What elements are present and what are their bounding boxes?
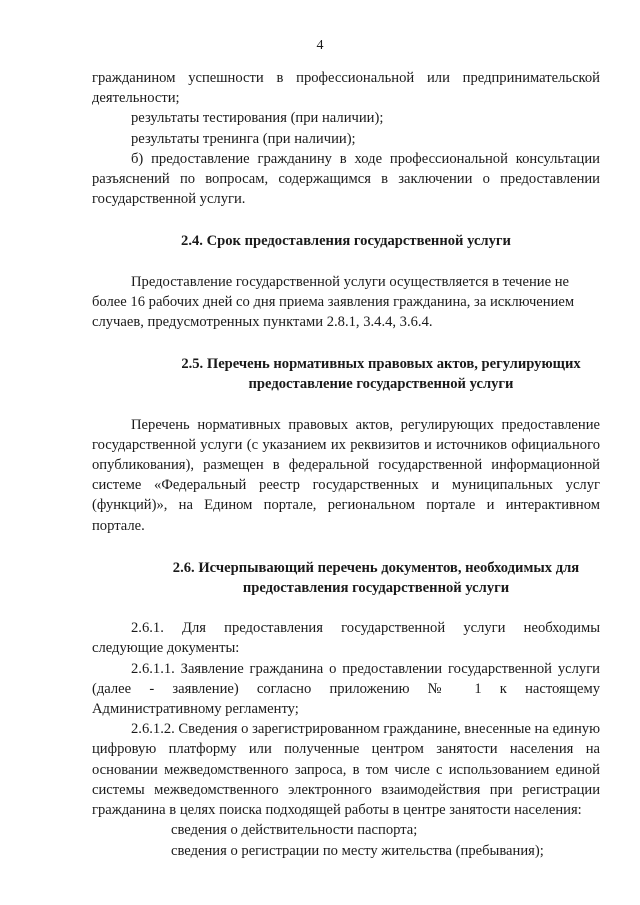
heading-line: предоставление государственной услуги [248,376,514,393]
section-heading-2-6 [92,558,600,598]
document-body [92,68,600,861]
section-heading-2-4: 2.4. Срок предоставления государственной услуги [181,233,511,250]
list-item: результаты тренинга (при наличии); [131,130,356,147]
paragraph: Предоставление государственной услуги осуществляется в течение не более 16 рабочих дней со дня приема заявления гражданина, за исключением случаев, предусмотренных пунктами 2.8.1, 3.4.4, 3.6.4. [92,273,575,331]
paragraph: б) предоставление гражданину в ходе профессиональной консультации разъяснений по вопросам, содержащимся в заключении о предоставлении государственной услуги. [92,150,600,208]
paragraph: 2.6.1.2. Сведения о зарегистрированном гражданине, внесенные на единую цифровую платформу или полученные центром занятости населения на основании межведомственного запроса, в том числе с использованием единой системы межведомственного электронного взаимодействия при регистрации гражданина в целях поиска подходящей работы в центре занятости населения: [92,721,600,819]
list-item: сведения о действительности паспорта; [171,822,418,839]
paragraph: 2.6.1. Для предоставления государственной услуги необходимы следующие документы: [92,620,600,657]
list-item: результаты тестирования (при наличии); [131,110,384,127]
heading-line: 2.5. Перечень нормативных правовых актов, регулирующих [181,356,581,373]
paragraph: гражданином успешности в профессиональной или предпринимательской деятельности; [92,70,600,107]
heading-line: предоставления государственной услуги [242,580,510,597]
heading-line: 2.6. Исчерпывающий перечень документов, необходимых для [172,559,580,576]
paragraph: 2.6.1.1. Заявление гражданина о предоставлении государственной услуги (далее - заявление) согласно приложению № 1 к настоящему Административному регламенту; [92,660,600,718]
section-heading-2-5 [92,354,600,394]
paragraph: Перечень нормативных правовых актов, регулирующих предоставление государственной услуги (с указанием их реквизитов и источников официального опубликования), размещен в федеральной государственной информационной системе «Федеральный реестр государственных и муниципальных услуг (функций)», на Едином портале, региональном портале и интерактивном портале. [92,416,600,534]
page-number: 4 [316,38,324,53]
list-item: сведения о регистрации по месту жительства (пребывания); [171,842,544,859]
